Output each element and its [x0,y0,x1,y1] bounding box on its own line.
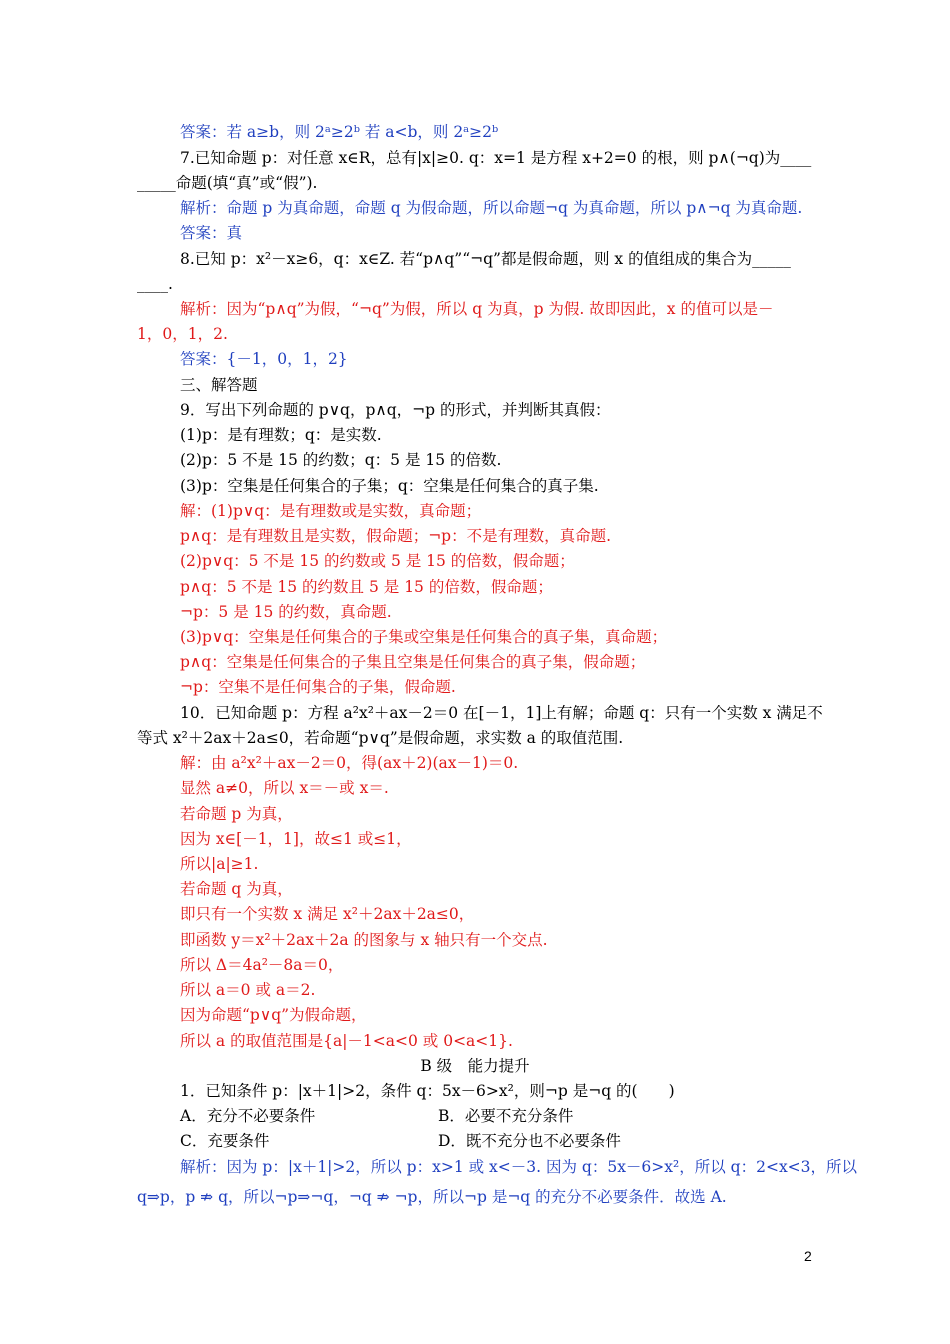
section-heading-3: 三、解答题 [180,376,258,394]
solution-10-line-10: 所以 a＝0 或 a＝2. [180,981,316,999]
analysis-8-line-1: 解析：因为“p∧q”为假，“¬q”为假，所以 q 为真，p 为假. 故即因此，x 的值可以是－ [180,300,774,318]
solution-10-line-11: 因为命题“p∨q”为假命题， [180,1006,367,1024]
solution-10-line-9: 所以 Δ＝4a²－8a＝0， [180,956,344,974]
section-heading-b: B 级 能力提升 [420,1057,530,1075]
question-10-line-1: 10．已知命题 p：方程 a²x²＋ax－2＝0 在[－1，1]上有解；命题 q：只有一个实数 x 满足不 [180,704,823,722]
solution-10-line-8: 即函数 y＝x²＋2ax＋2a 的图象与 x 轴只有一个交点. [180,931,548,949]
solution-9-line-3: (2)p∨q：5 不是 15 的约数或 5 是 15 的倍数，假命题； [180,552,575,570]
question-8-line-2: ____. [137,275,173,293]
solution-9-line-2: p∧q：是有理数且是实数，假命题；¬p：不是有理数，真命题. [180,527,612,545]
question-9-item-1: (1)p：是有理数；q：是实数. [180,426,382,444]
option-d: D．既不充分也不必要条件 [438,1132,621,1150]
question-9-item-3: (3)p：空集是任何集合的子集；q：空集是任何集合的真子集. [180,477,599,495]
solution-9-line-1: 解：(1)p∨q：是有理数或是实数，真命题； [180,502,482,520]
question-10-line-2: 等式 x²＋2ax＋2a≤0，若命题“p∨q”是假命题，求实数 a 的取值范围. [137,729,624,747]
option-b: B．必要不充分条件 [438,1107,574,1125]
answer-6: 答案：若 a≥b，则 2ᵃ≥2ᵇ 若 a<b，则 2ᵃ≥2ᵇ [180,123,499,141]
analysis-7: 解析：命题 p 为真命题，命题 q 为假命题，所以命题¬q 为真命题，所以 p∧¬q 为真命题. [180,199,803,217]
answer-7: 答案：真 [180,224,243,242]
solution-9-line-6: (3)p∨q：空集是任何集合的子集或空集是任何集合的真子集，真命题； [180,628,668,646]
question-7-line-2: _____命题(填“真”或“假”). [137,174,318,192]
analysis-b1-line-1: 解析：因为 p：|x＋1|>2，所以 p：x>1 或 x<－3. 因为 q：5x－6>x²，所以 q：2<x<3，所以 [180,1158,858,1176]
question-b1: 1．已知条件 p：|x＋1|>2，条件 q：5x－6>x²，则¬p 是¬q 的( ) [180,1082,675,1100]
question-8-line-1: 8.已知 p：x²－x≥6，q：x∈Z. 若“p∧q”“¬q”都是假命题，则 x 的值组成的集合为_____ [180,250,791,268]
solution-10-line-2: 显然 a≠0，所以 x＝－或 x＝. [180,779,389,797]
solution-9-line-5: ¬p：5 是 15 的约数，真命题. [180,603,392,621]
solution-10-line-3: 若命题 p 为真， [180,805,293,823]
solution-10-line-1: 解：由 a²x²＋ax－2＝0，得(ax＋2)(ax－1)＝0. [180,754,519,772]
solution-10-line-6: 若命题 q 为真， [180,880,293,898]
solution-10-line-7: 即只有一个实数 x 满足 x²＋2ax＋2a≤0， [180,905,475,923]
question-9-item-2: (2)p：5 不是 15 的约数；q：5 是 15 的倍数. [180,451,502,469]
solution-9-line-7: p∧q：空集是任何集合的子集且空集是任何集合的真子集，假命题； [180,653,646,671]
option-c: C．充要条件 [180,1132,270,1150]
question-9: 9．写出下列命题的 p∨q，p∧q，¬p 的形式，并判断其真假： [180,401,611,419]
analysis-b1-line-2: q⇒p，p ⇏ q，所以¬p⇒¬q，¬q ⇏ ¬p，所以¬p 是¬q 的充分不必要条件．故选 A. [137,1188,727,1206]
solution-10-line-12: 所以 a 的取值范围是{a|－1<a<0 或 0<a<1}. [180,1032,513,1050]
analysis-8-line-2: 1，0，1，2. [137,325,228,343]
page-number: 2 [804,1248,812,1264]
option-a: A．充分不必要条件 [180,1107,316,1125]
solution-9-line-4: p∧q：5 不是 15 的约数且 5 是 15 的倍数，假命题； [180,578,553,596]
question-7-line-1: 7.已知命题 p：对任意 x∈R，总有|x|≥0. q：x=1 是方程 x+2=0 的根，则 p∧(¬q)为____ [180,149,812,167]
solution-10-line-4: 因为 x∈[－1，1]，故≤1 或≤1， [180,830,412,848]
solution-9-line-8: ¬p：空集不是任何集合的子集，假命题. [180,678,456,696]
solution-10-line-5: 所以|a|≥1. [180,855,259,873]
answer-8: 答案：{－1，0，1，2} [180,350,348,368]
